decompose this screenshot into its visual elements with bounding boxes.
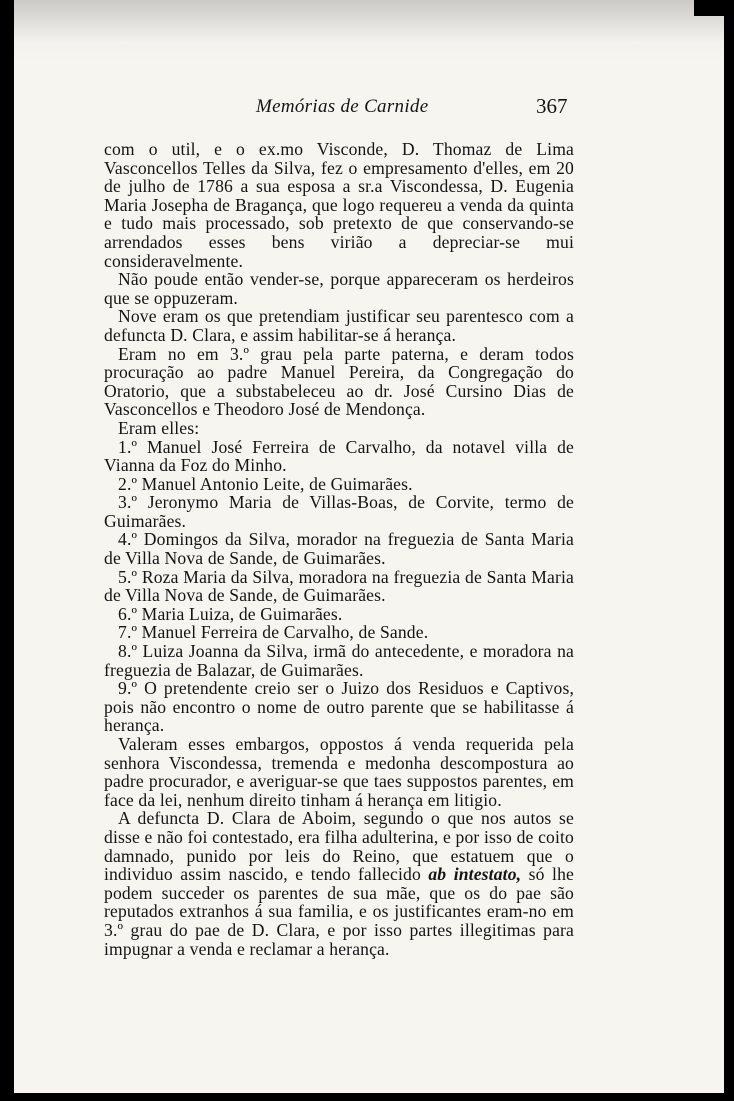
page-header bbox=[0, 96, 734, 122]
paragraph: com o util, e o ex.mo Visconde, D. Thomaz de Lima Vasconcellos Telles da Silva, fez o empresamento d'elles, em 20 de julho de 1786 a sua esposa a sr.a Viscondessa, D. Eugenia Maria Josepha de Bragança, que logo requereu a venda da quinta e tudo mais processado, sob pretexto de que conservando-se arrendados esses bens virião a depreciar-se mui consideravelmente. bbox=[104, 139, 574, 271]
running-title: Memórias de Carnide bbox=[256, 96, 429, 117]
paragraph: Nove eram os que pretendiam justificar seu parentesco com a defuncta D. Clara, e assim habilitar-se á herança. bbox=[104, 306, 574, 345]
scan-border-bottom bbox=[0, 1093, 734, 1101]
heir-list-item: 3.º Jeronymo Maria de Villas-Boas, de Corvite, termo de Guimarães. bbox=[104, 492, 574, 531]
heir-list-item: 9.º O pretendente creio ser o Juizo dos Residuos e Captivos, pois não encontro o nome de outro parente que se habilitasse á herança. bbox=[104, 678, 574, 736]
heir-list-item: 4.º Domingos da Silva, morador na freguezia de Santa Maria de Villa Nova de Sande, de Guimarães. bbox=[104, 529, 574, 569]
paragraph: Eram no em 3.º grau pela parte paterna, e deram todos procuração ao padre Manuel Pereira, da Congregação do Oratorio, que a substabeleceu ao dr. José Cursino Dias de Vasconcellos e Theodoro José de Mendonça. bbox=[104, 343, 574, 420]
scan-border-top-right bbox=[694, 0, 734, 16]
page-body bbox=[104, 140, 574, 958]
paragraph: Não poude então vender-se, porque appareceram os herdeiros que se oppuzeram. bbox=[104, 269, 574, 308]
heir-list-item: 8.º Luiza Joanna da Silva, irmã do antecedente, e moradora na freguezia de Balazar, de Guimarães. bbox=[104, 641, 574, 680]
paragraph: Eram elles: bbox=[118, 417, 200, 438]
heir-list-item: 7.º Manuel Ferreira de Carvalho, de Sande. bbox=[118, 622, 429, 643]
scan-border-right bbox=[724, 0, 734, 1101]
latin-phrase: ab intestato, bbox=[428, 864, 522, 885]
page-number: 367 bbox=[536, 94, 568, 118]
heir-list-item: 5.º Roza Maria da Silva, moradora na freguezia de Santa Maria de Villa Nova de Sande, de Guimarães. bbox=[104, 566, 574, 606]
paragraph-text: A defuncta D. Clara de Aboim, segundo o que nos autos se disse e não foi contestado, era filha adulterina, e por isso de coito damnado, punido por leis do Reino, que estatuem que o individuo assim nascido, e tendo fallecido bbox=[104, 808, 574, 885]
heir-list-item: 1.º Manuel José Ferreira de Carvalho, da notavel villa de Vianna da Foz do Minho. bbox=[104, 436, 574, 476]
scan-border-left bbox=[0, 0, 14, 1101]
paragraph-last bbox=[104, 809, 574, 958]
heir-list-item: 6.º Maria Luiza, de Guimarães. bbox=[118, 603, 343, 624]
paragraph: Valeram esses embargos, oppostos á venda requerida pela senhora Viscondessa, tremenda e medonha descompostura ao padre procurador, e averiguar-se que taes suppostos parentes, em face da lei, nenhum direito tinham á herança em litigio. bbox=[104, 734, 574, 810]
heir-list-item: 2.º Manuel Antonio Leite, de Guimarães. bbox=[118, 473, 413, 494]
paragraph-text: só lhe podem succeder os parentes de sua mãe, que os do pae são reputados extranhos á sua familia, e os justificantes eram-no em 3.º grau do pae de D. Clara, e por isso partes illegitimas para impugnar a venda e reclamar a herança. bbox=[104, 864, 574, 959]
